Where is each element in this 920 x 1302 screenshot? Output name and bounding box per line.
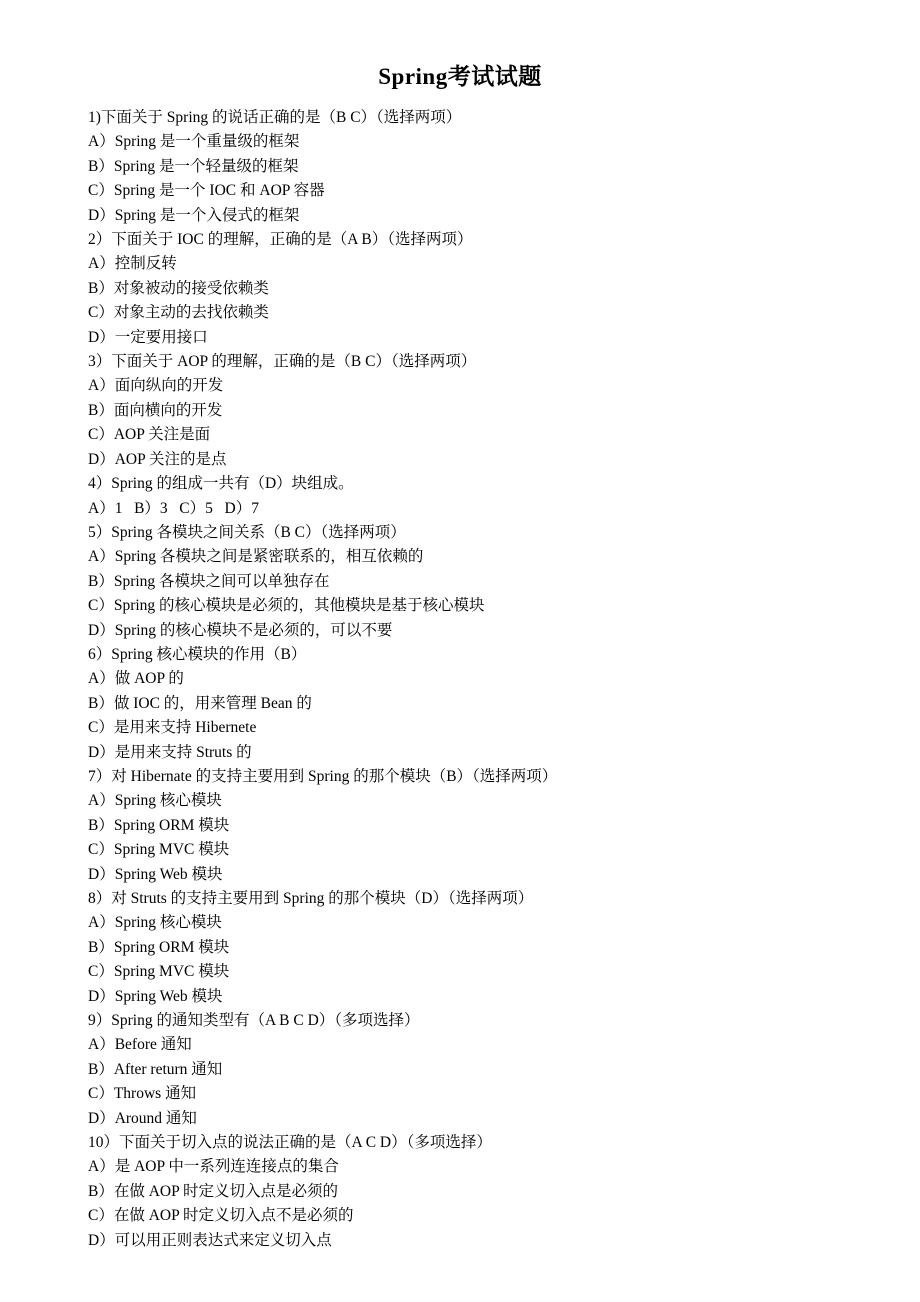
option-line: C）Spring MVC 模块 — [88, 841, 230, 859]
question-prompt: 5）Spring 各模块之间关系（B C）（选择两项） — [88, 523, 406, 541]
option-line: C）是用来支持 Hibernete — [88, 719, 257, 737]
option-line: C）Spring 的核心模块是必须的，其他模块是基于核心模块 — [88, 597, 485, 615]
option-line: A）Spring 核心模块 — [88, 914, 222, 932]
question-prompt: 8）对 Struts 的支持主要用到 Spring 的那个模块（D）（选择两项） — [88, 890, 534, 907]
question-prompt: 9）Spring 的通知类型有（A B C D）（多项选择） — [88, 1012, 420, 1030]
option-line: B）做 IOC 的，用来管理 Bean 的 — [88, 694, 312, 712]
question-prompt: 1)下面关于 Spring 的说话正确的是（B C）（选择两项） — [88, 109, 462, 126]
option-line: B）Spring ORM 模块 — [88, 816, 230, 834]
option-line: A）面向纵向的开发 — [88, 377, 224, 395]
option-line: B）Spring ORM 模块 — [88, 938, 230, 956]
option-line: C）Spring MVC 模块 — [88, 963, 230, 981]
question-prompt: 7）对 Hibernate 的支持主要用到 Spring 的那个模块（B）（选择两项） — [88, 767, 558, 785]
question-prompt: 4）Spring 的组成一共有（D）块组成。 — [88, 475, 354, 493]
option-line: D）Spring Web 模块 — [88, 987, 223, 1005]
option-line: D）Spring Web 模块 — [88, 865, 223, 883]
option-line: B）After return 通知 — [88, 1060, 223, 1078]
option-line-inline: A）1 B）3 C）5 D）7 — [88, 499, 259, 517]
option-line: D）可以用正则表达式来定义切入点 — [88, 1231, 332, 1249]
option-line: C）Throws 通知 — [88, 1085, 197, 1103]
option-line: D）AOP 关注的是点 — [88, 450, 227, 468]
option-line: C）Spring 是一个 IOC 和 AOP 容器 — [88, 182, 325, 200]
option-line: D）一定要用接口 — [88, 328, 208, 346]
option-line: C）对象主动的去找依赖类 — [88, 304, 269, 322]
question-prompt: 2）下面关于 IOC 的理解，正确的是（A B）（选择两项） — [88, 231, 473, 249]
option-line: A）Spring 核心模块 — [88, 792, 222, 810]
option-line: A）是 AOP 中一系列连连接点的集合 — [88, 1158, 339, 1176]
question-prompt: 6）Spring 核心模块的作用（B） — [88, 645, 307, 663]
question-prompt: 10）下面关于切入点的说法正确的是（A C D）（多项选择） — [88, 1134, 492, 1152]
option-line: D）Spring 的核心模块不是必须的，可以不要 — [88, 621, 393, 639]
option-line: B）对象被动的接受依赖类 — [88, 279, 269, 297]
option-line: A）做 AOP 的 — [88, 670, 184, 688]
option-line: B）在做 AOP 时定义切入点是必须的 — [88, 1182, 339, 1200]
option-line: A）Spring 是一个重量级的框架 — [88, 133, 300, 151]
document-title: Spring考试试题 — [378, 64, 542, 89]
option-line: D）Spring 是一个入侵式的框架 — [88, 206, 300, 224]
option-line: C）AOP 关注是面 — [88, 426, 211, 444]
document-body — [0, 106, 920, 1253]
option-line: B）Spring 是一个轻量级的框架 — [88, 157, 299, 175]
option-line: D）是用来支持 Struts 的 — [88, 743, 252, 761]
option-line: C）在做 AOP 时定义切入点不是必须的 — [88, 1207, 354, 1225]
option-line: A）Before 通知 — [88, 1036, 192, 1054]
option-line: A）控制反转 — [88, 255, 177, 273]
option-line: B）面向横向的开发 — [88, 401, 223, 419]
option-line: B）Spring 各模块之间可以单独存在 — [88, 572, 330, 590]
question-prompt: 3）下面关于 AOP 的理解，正确的是（B C）（选择两项） — [88, 353, 477, 371]
option-line: D）Around 通知 — [88, 1109, 197, 1127]
option-line: A）Spring 各模块之间是紧密联系的，相互依赖的 — [88, 548, 424, 566]
